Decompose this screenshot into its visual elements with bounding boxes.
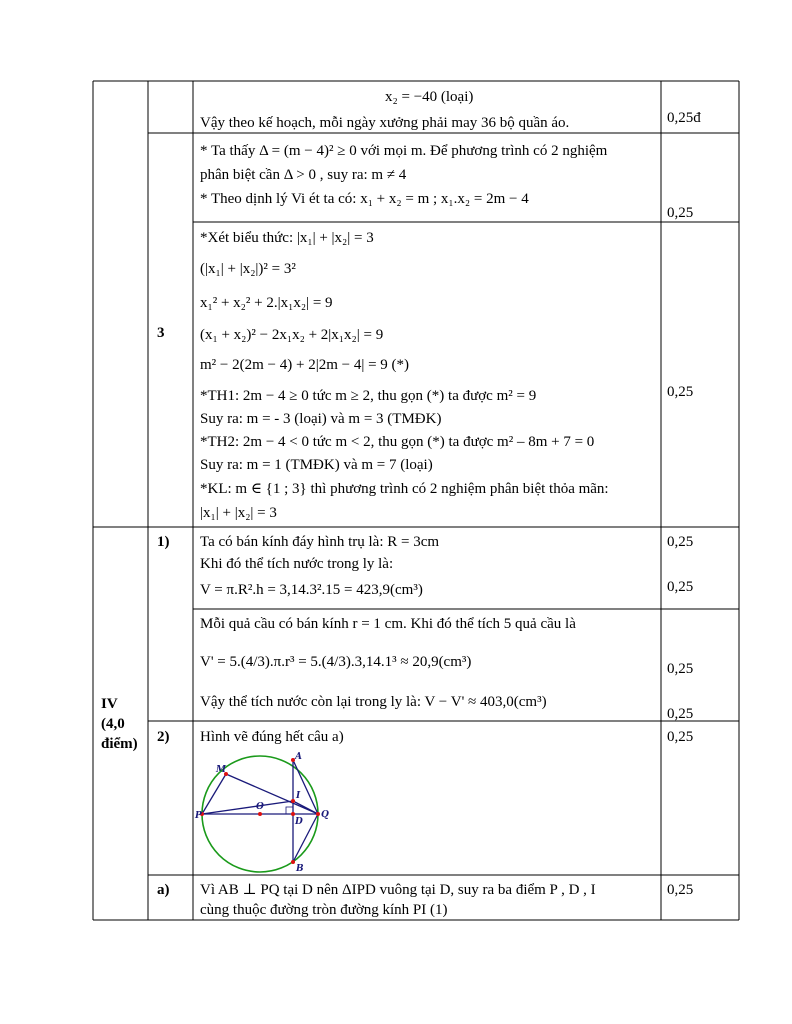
label-p: P — [195, 811, 202, 821]
row-c-line3: x₁² + x₂² + 2.|x₁x₂| = 9 — [200, 295, 333, 311]
row-c-line8: *TH2: 2m − 4 < 0 tức m < 2, thu gọn (*) ta được m² – 8m + 7 = 0 — [200, 434, 595, 450]
point-i — [291, 799, 295, 803]
row-d-line1: Ta có bán kính đáy hình trụ là: R = 3cm — [200, 534, 440, 550]
row-c-line4: (x₁ + x₂)² − 2x₁x₂ + 2|x₁x₂| = 9 — [200, 327, 384, 343]
row-a-score: 0,25đ — [667, 110, 701, 126]
row-g-line2: cùng thuộc đường tròn đường kính PI (1) — [200, 902, 448, 918]
row-c-line9: Suy ra: m = 1 (TMĐK) và m = 7 (loại) — [200, 457, 433, 473]
row-f-subnumber: 2) — [157, 729, 170, 745]
row-c-subnumber: 3 — [157, 325, 165, 341]
label-m: M — [216, 765, 226, 775]
point-q — [316, 812, 320, 816]
row-b-score: 0,25 — [667, 205, 694, 221]
point-o — [258, 812, 262, 816]
row-c-line2: (|x₁| + |x₂|)² = 3² — [200, 261, 296, 277]
row-c-line6: *TH1: 2m − 4 ≥ 0 tức m ≥ 2, thu gọn (*) ta được m² = 9 — [200, 388, 537, 404]
label-a: A — [295, 752, 302, 762]
row-c-line5: m² − 2(2m − 4) + 2|2m − 4| = 9 (*) — [200, 357, 410, 373]
segment-pi — [202, 801, 293, 814]
row-f-score: 0,25 — [667, 729, 694, 745]
row-g-subnumber: a) — [157, 882, 170, 898]
row-b-line2: phân biệt cần Δ > 0 , suy ra: m ≠ 4 — [200, 167, 407, 183]
section-iv-unit: điểm) — [101, 736, 138, 752]
segment-qa — [293, 760, 318, 814]
row-c-line7: Suy ra: m = - 3 (loại) và m = 3 (TMĐK) — [200, 411, 442, 427]
row-d-line3: V = π.R².h = 3,14.3².15 = 423,9(cm³) — [200, 582, 423, 598]
label-q: Q — [321, 810, 329, 820]
row-d-line2: Khi đó thể tích nước trong ly là: — [200, 556, 394, 572]
section-iv-points: (4,0 — [101, 716, 125, 732]
section-iv-label: IV — [101, 696, 118, 712]
row-a-line1: x₂ = −40 (loại) — [385, 89, 474, 105]
point-b — [291, 860, 295, 864]
label-o: O — [256, 802, 264, 812]
row-a-line2: Vậy theo kế hoạch, mỗi ngày xưởng phải may 36 bộ quần áo. — [200, 115, 570, 131]
label-b: B — [296, 864, 304, 874]
row-e-score1: 0,25 — [667, 661, 694, 677]
row-d-score1: 0,25 — [667, 534, 694, 550]
row-d-subnumber: 1) — [157, 534, 170, 550]
row-b-line1: * Ta thấy Δ = (m − 4)² ≥ 0 với mọi m. Để phương trình có 2 nghiệm — [200, 143, 608, 159]
row-b-line3: * Theo dịnh lý Vi ét ta có: x₁ + x₂ = m ; x₁.x₂ = 2m − 4 — [200, 191, 529, 207]
segment-iq — [293, 801, 318, 814]
row-c-line11: |x₁| + |x₂| = 3 — [200, 505, 277, 521]
label-d: D — [295, 817, 303, 827]
geometry-figure — [195, 750, 338, 874]
row-c-line10: *KL: m ∈ {1 ; 3} thì phương trình có 2 nghiệm phân biệt thỏa mãn: — [200, 481, 609, 497]
row-d-score2: 0,25 — [667, 579, 694, 595]
row-e-line1: Mỗi quả cầu có bán kính r = 1 cm. Khi đó thể tích 5 quả cầu là — [200, 616, 576, 632]
row-g-line1: Vì AB ⊥ PQ tại D nên ΔIPD vuông tại D, suy ra ba điểm P , D , I — [200, 882, 596, 898]
label-i: I — [296, 791, 301, 801]
row-e-line3: Vậy thể tích nước còn lại trong ly là: V − V' ≈ 403,0(cm³) — [200, 694, 547, 710]
row-e-score2: 0,25 — [667, 706, 694, 722]
row-g-score: 0,25 — [667, 882, 694, 898]
point-d — [291, 812, 295, 816]
row-e-line2: V' = 5.(4/3).π.r³ = 5.(4/3).3,14.1³ ≈ 20,9(cm³) — [200, 654, 472, 670]
row-f-line1: Hình vẽ đúng hết câu a) — [200, 729, 344, 745]
row-c-line1: *Xét biểu thức: |x₁| + |x₂| = 3 — [200, 230, 374, 246]
row-c-score: 0,25 — [667, 384, 694, 400]
